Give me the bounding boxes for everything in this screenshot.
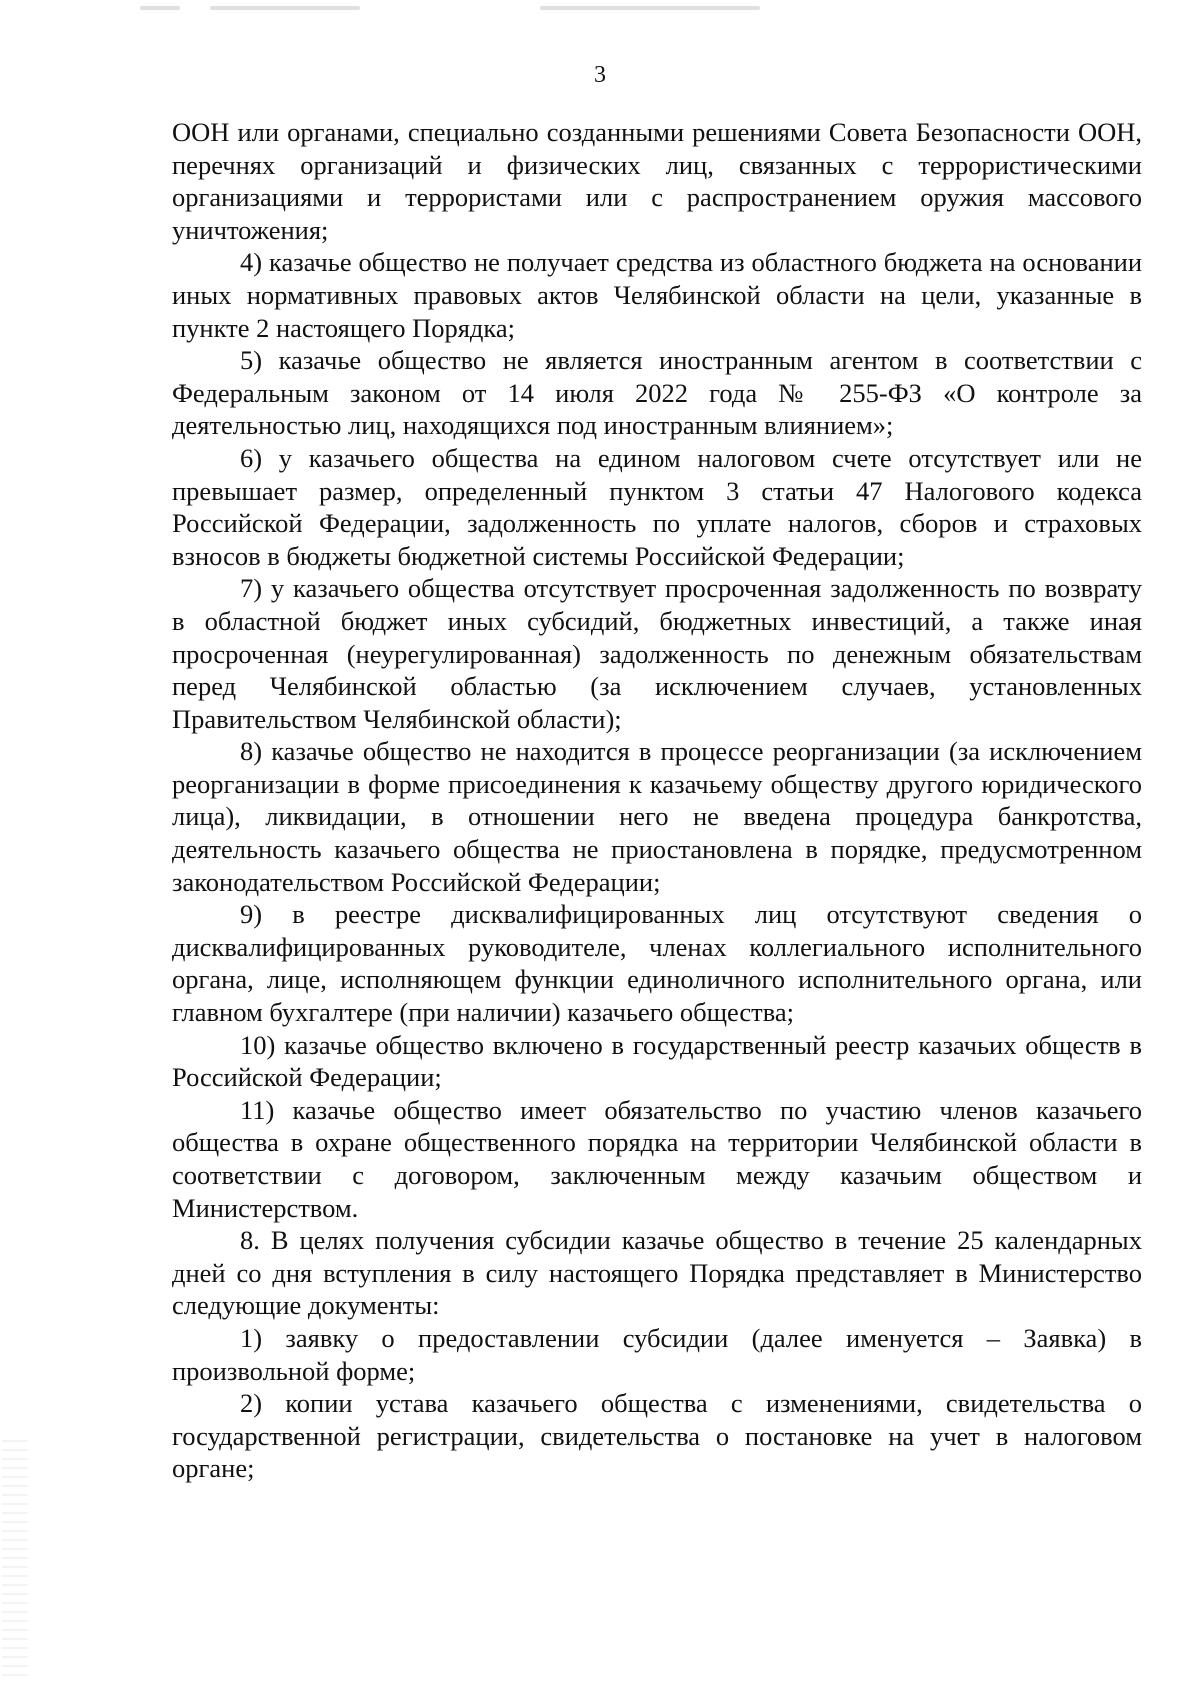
paragraph: 8) казачье общество не находится в процессе реорганизации (за исключением реорганизации в форме присоединения к казачьему обществу другого юридического лица), ликвидации, в отношении него не введена процедура банкротства, деятельность казачьего общества не приостановлена в порядке, предусмотренном законодательством Российской Федерации; [172, 736, 1142, 897]
scan-artifact [540, 6, 760, 10]
paragraph: 9) в реестре дисквалифицированных лиц отсутствуют сведения о дисквалифицированных руководителе, членах коллегиального исполнительного органа, лице, исполняющем функции единоличного исполнительного органа, или главном бухгалтере (при наличии) казачьего общества; [172, 899, 1142, 1028]
paragraph: 11) казачье общество имеет обязательство по участию членов казачьего общества в охране общественного порядка на территории Челябинской области в соответствии с договором, заключенным между казачьим обществом и Министерством. [172, 1094, 1142, 1223]
page-number: 3 [594, 62, 606, 88]
scan-artifact [210, 6, 360, 10]
scan-artifact [140, 6, 180, 10]
document-body [172, 116, 1142, 1485]
paragraph: 2) копии устава казачьего общества с изменениями, свидетельства о государственной регистрации, свидетельства о постановке на учет в налоговом органе; [172, 1388, 1142, 1484]
paragraph: 1) заявку о предоставлении субсидии (далее именуется – Заявка) в произвольной форме; [172, 1322, 1142, 1386]
paragraph: 5) казачье общество не является иностранным агентом в соответствии с Федеральным законом от 14 июля 2022 года № 255-ФЗ «О контроле за деятельностью лиц, находящихся под иностранным влиянием»; [172, 345, 1142, 441]
scan-edge-noise [2, 1440, 28, 1680]
paragraph: 10) казачье общество включено в государственный реестр казачьих обществ в Российской Федерации; [172, 1029, 1142, 1093]
paragraph: 6) у казачьего общества на едином налоговом счете отсутствует или не превышает размер, определенный пунктом 3 статьи 47 Налогового кодекса Российской Федерации, задолженность по уплате налогов, сборов и страховых взносов в бюджеты бюджетной системы Российской Федерации; [172, 442, 1142, 571]
paragraph: 4) казачье общество не получает средства из областного бюджета на основании иных нормативных правовых актов Челябинской области на цели, указанные в пункте 2 настоящего Порядка; [172, 247, 1142, 343]
paragraph: 7) у казачьего общества отсутствует просроченная задолженность по возврату в областной бюджет иных субсидий, бюджетных инвестиций, а также иная просроченная (неурегулированная) задолженность по денежным обязательствам перед Челябинской областью (за исключением случаев, установленных Правительством Челябинской области); [172, 573, 1142, 734]
paragraph: ООН или органами, специально созданными решениями Совета Безопасности ООН, перечнях организаций и физических лиц, связанных с террористическими организациями и террористами или с распространением оружия массового уничтожения; [172, 117, 1142, 245]
paragraph: 8. В целях получения субсидии казачье общество в течение 25 календарных дней со дня вступления в силу настоящего Порядка представляет в Министерство следующие документы: [172, 1225, 1142, 1321]
